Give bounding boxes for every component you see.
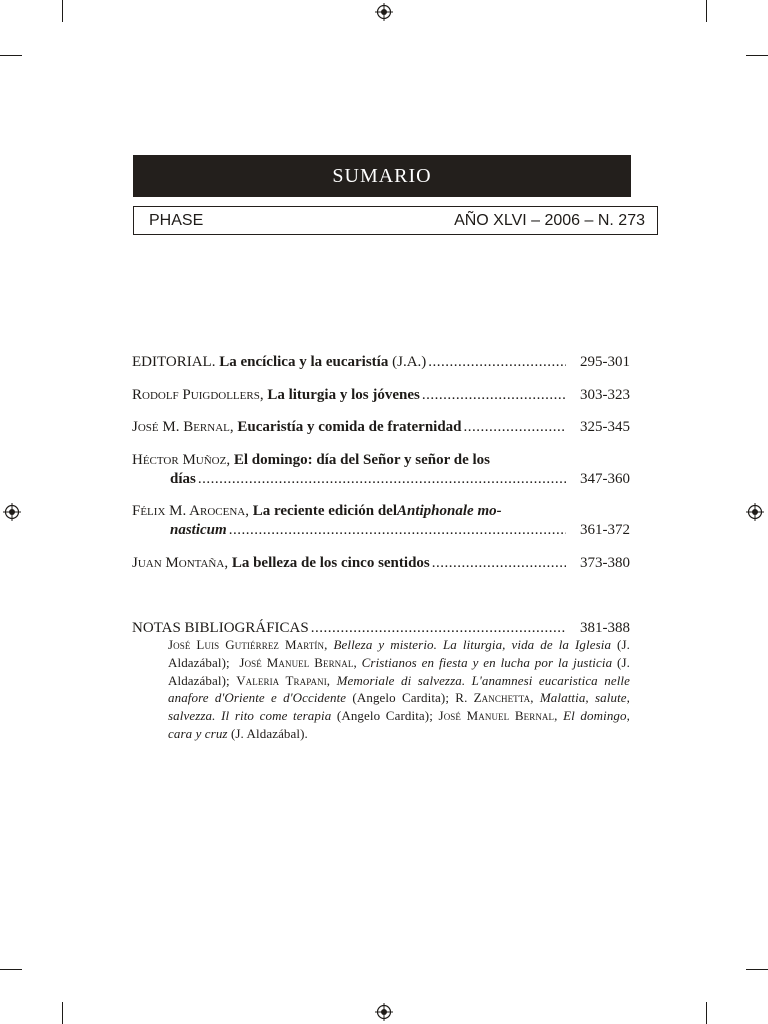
toc-pages: 303-323	[580, 387, 630, 403]
note-work: El domingo, cara y cruz	[168, 708, 630, 741]
crop-mark	[0, 55, 22, 56]
toc-title-italic: Antiphonale mo-	[397, 503, 502, 519]
note-reviewer: (Angelo Cardita)	[352, 690, 446, 706]
crop-mark	[706, 1002, 707, 1024]
registration-mark-icon	[3, 503, 21, 521]
page-title: SUMARIO	[133, 155, 631, 197]
toc-pages: 295-301	[580, 354, 630, 370]
crop-mark	[0, 969, 22, 970]
dot-leader	[198, 470, 566, 488]
note-work: Cristianos en fiesta y en lucha por la justicia	[361, 654, 613, 670]
note-work: Belleza y misterio. La liturgia, vida de la Iglesia	[333, 637, 612, 652]
note-author: José Manuel Bernal	[438, 708, 555, 724]
toc-pages: 325-345	[580, 419, 630, 435]
toc-pages: 373-380	[580, 555, 630, 571]
crop-mark	[62, 1002, 63, 1024]
toc-title-continued: nasticum	[170, 522, 227, 538]
crop-mark	[746, 969, 768, 970]
dot-leader	[229, 521, 566, 539]
toc-title: La encíclica y la eucaristía	[219, 354, 389, 370]
toc-lead: EDITORIAL.	[132, 354, 216, 370]
note-reviewer: (Angelo Cardita)	[336, 708, 430, 724]
toc-title: Eucaristía y comida de fraternidad	[237, 419, 462, 435]
journal-info-box	[133, 206, 658, 235]
registration-mark-icon	[375, 1003, 393, 1021]
toc-pages: 361-372	[580, 522, 630, 538]
dot-leader	[428, 353, 566, 371]
toc-entry[interactable]: José M. Bernal , Eucaristía y comida de fraternidad ..... 325-345	[132, 418, 630, 436]
toc-entry[interactable]	[132, 353, 630, 371]
toc-title: El domingo: día del Señor y señor de los	[233, 452, 490, 468]
registration-mark-icon	[375, 3, 393, 21]
notes-list: José Luis Gutiérrez Martín, Belleza y misterio. La liturgia, vida de la Iglesia (J. Aldazábal); José Manuel Bernal, Cristianos en fiesta y en lucha por la justicia (J. Aldazábal); Valeria Trapani, Memoriale di salvezza. L'anamnesi eucaristica nelle anafore d'Oriente e d'Occidente (Angelo Cardita); R. Zanchetta, Malattia, salute, salvezza. Il rito come terapia (Angelo Cardita); José Manuel Bernal, El domingo, cara y cruz (J. Aldazábal).	[168, 637, 631, 741]
dot-leader	[422, 386, 566, 404]
dot-leader	[464, 418, 566, 436]
toc-title: La belleza de los cinco sentidos	[231, 555, 430, 571]
toc-author: José M. Bernal	[132, 419, 230, 435]
toc-author: Héctor Muñoz	[132, 452, 227, 468]
journal-name: PHASE	[149, 212, 204, 229]
toc-entry[interactable]: Rodolf Puigdollers , La liturgia y los jóvenes ..... 303-323	[132, 386, 630, 404]
toc-author: Félix M. Arocena	[132, 503, 246, 519]
toc-entry[interactable]: Juan Montaña , La belleza de los cinco sentidos ..... 373-380	[132, 554, 630, 572]
crop-mark	[746, 55, 768, 56]
toc-pages: 381-388	[580, 620, 630, 636]
crop-mark	[62, 0, 63, 22]
toc-entry[interactable]: Héctor Muñoz , El domingo: día del Señor y señor de los días ..... 347-360	[132, 451, 630, 488]
crop-mark	[706, 0, 707, 22]
note-author: Valeria Trapani	[236, 672, 327, 688]
toc-title: La liturgia y los jóvenes	[267, 387, 420, 403]
toc-author: Rodolf Puigdollers	[132, 387, 260, 403]
dot-leader	[311, 619, 566, 637]
note-reviewer: (J. Aldazábal).	[230, 725, 308, 741]
toc-suffix: (J.A.)	[392, 354, 427, 370]
note-author: José Luis Gutiérrez Martín	[168, 637, 325, 652]
notes-heading: NOTAS BIBLIOGRÁFICAS	[132, 620, 309, 636]
note-reviewer: (J. Aldazábal)	[168, 654, 630, 688]
toc-title-continued: días	[170, 471, 196, 487]
registration-mark-icon	[746, 503, 764, 521]
note-author: José Manuel Bernal	[239, 654, 354, 670]
note-work: Memoriale di salvezza. L'anamnesi eucaristica nelle anafore d'Oriente e d'Occidente	[168, 672, 630, 706]
note-author: R. Zanchetta	[455, 690, 531, 706]
note-work: Malattia, salute, salvezza. Il rito come terapia	[168, 690, 631, 724]
toc-entry[interactable]: Félix M. Arocena , La reciente edición del Antiphonale mo- nasticum ..... 361-372	[132, 502, 630, 539]
notes-heading-entry[interactable]	[132, 619, 630, 637]
toc-title: La reciente edición del	[252, 503, 397, 519]
dot-leader	[432, 554, 566, 572]
toc-pages: 347-360	[580, 471, 630, 487]
toc-author: Juan Montaña	[132, 555, 225, 571]
issue-number: AÑO XLVI – 2006 – N. 273	[454, 212, 645, 229]
note-reviewer: (J. Aldazábal)	[168, 637, 630, 670]
